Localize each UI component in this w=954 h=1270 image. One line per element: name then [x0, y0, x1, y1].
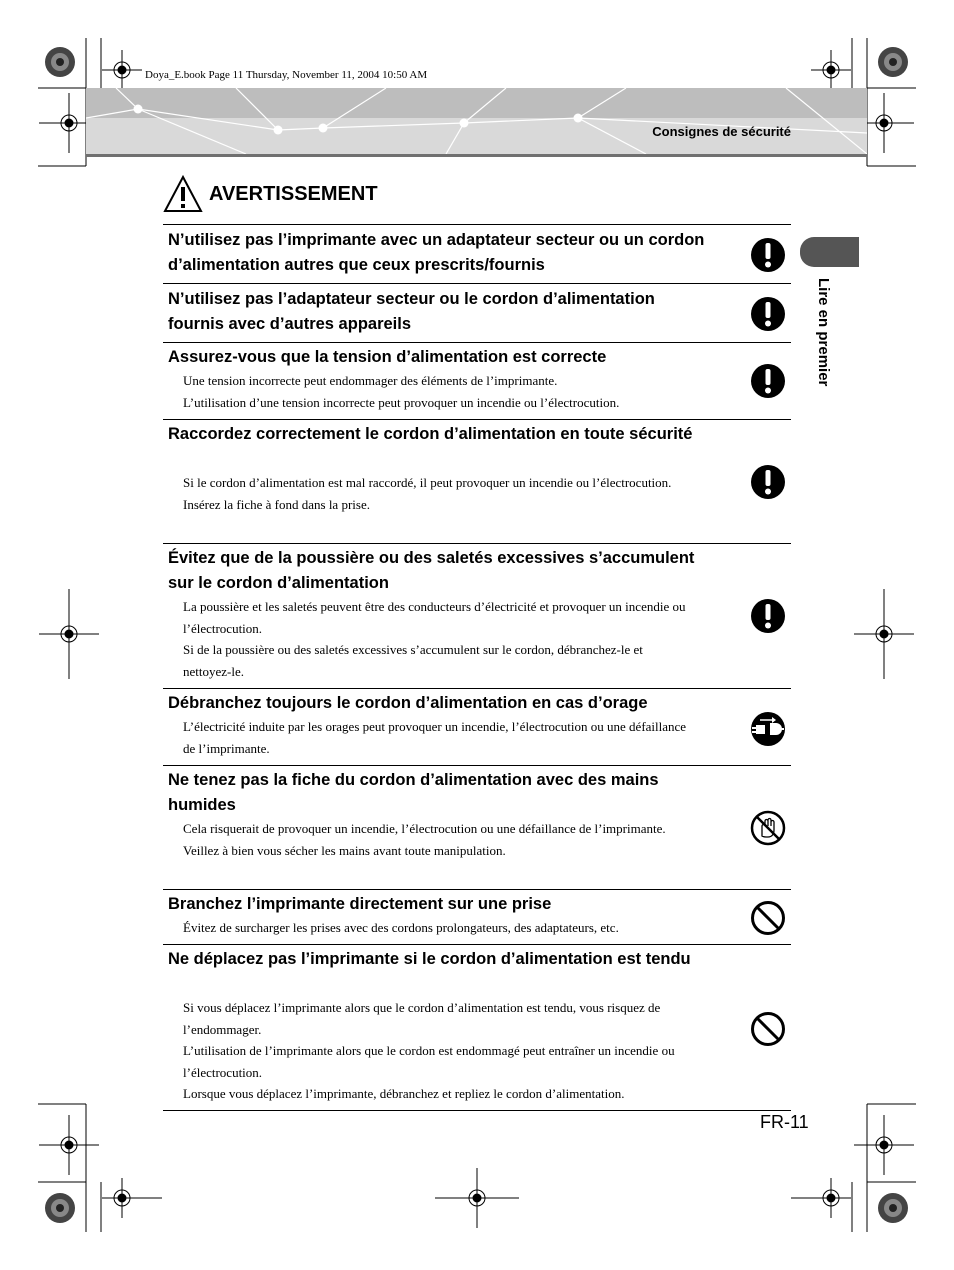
- warning-title: AVERTISSEMENT: [209, 182, 378, 205]
- header-banner: [86, 88, 867, 157]
- warning-item: [163, 224, 791, 283]
- item-text: L’électricité induite par les orages peut provoquer un incendie, l’électrocution ou une défaillance de l’imprimante.: [183, 719, 687, 756]
- warning-item: [163, 765, 791, 889]
- warning-item: [163, 342, 791, 419]
- item-title: Branchez l’imprimante directement sur une prise: [168, 895, 552, 913]
- chapter-tab-label: Lire en premier: [815, 278, 832, 387]
- no-wet-hands-icon: [750, 810, 786, 846]
- warning-item: [163, 419, 791, 543]
- prohibited-icon: [750, 900, 786, 936]
- warning-item: [163, 889, 791, 944]
- item-text: Si de la poussière ou des saletés excessives s’accumulent sur le cordon, débranchez-le et nettoyez-le.: [183, 642, 643, 679]
- item-text: Si vous déplacez l’imprimante alors que le cordon d’alimentation est tendu, vous risquez de l’endommager.: [183, 1000, 661, 1037]
- item-title: Ne déplacez pas l’imprimante si le cordon d’alimentation est tendu: [168, 950, 691, 968]
- item-body: [183, 716, 693, 759]
- item-text: Une tension incorrecte peut endommager des éléments de l’imprimante.: [183, 373, 558, 388]
- item-text: Insérez la fiche à fond dans la prise.: [183, 496, 370, 512]
- item-body: [183, 997, 693, 1105]
- item-title: Évitez que de la poussière ou des saletés excessives s’accumulent sur le cordon d’alimentation: [168, 549, 695, 592]
- item-body: [183, 370, 693, 413]
- prohibited-icon: [750, 1011, 786, 1047]
- item-text: Évitez de surcharger les prises avec des cordons prolongateurs, des adaptateurs, etc.: [183, 920, 619, 935]
- item-text: L’utilisation d’une tension incorrecte peut provoquer un incendie ou l’électrocution.: [183, 394, 620, 410]
- item-title: Raccordez correctement le cordon d’alimentation en toute sécurité: [168, 425, 693, 443]
- network-decoration: [86, 88, 867, 154]
- item-text: Cela risquerait de provoquer un incendie, l’électrocution ou une défaillance de l’imprimante.: [183, 821, 666, 836]
- item-text: Si le cordon d’alimentation est mal raccordé, il peut provoquer un incendie ou l’électrocution.: [183, 475, 672, 490]
- item-body: [183, 472, 693, 515]
- warning-item: [163, 944, 791, 1111]
- item-text: La poussière et les saletés peuvent être des conducteurs d’électricité et provoquer un incendie ou l’électrocution.: [183, 599, 686, 636]
- item-title: Débranchez toujours le cordon d’alimentation en cas d’orage: [168, 694, 648, 712]
- warning-item: [163, 283, 791, 342]
- item-text: Lorsque vous déplacez l’imprimante, débranchez et repliez le cordon d’alimentation.: [183, 1086, 625, 1101]
- warning-item: [163, 688, 791, 765]
- mandatory-icon: [750, 363, 786, 399]
- page-number: FR-11: [760, 1112, 809, 1132]
- warning-triangle-icon: [163, 175, 203, 213]
- item-title: Assurez-vous que la tension d’alimentation est correcte: [168, 348, 607, 366]
- item-body: [183, 596, 693, 682]
- item-title: N’utilisez pas l’adaptateur secteur ou le cordon d’alimentation fournis avec d’autres appareils: [168, 290, 655, 333]
- warning-list: [163, 224, 791, 1111]
- item-title: N’utilisez pas l’imprimante avec un adaptateur secteur ou un cordon d’alimentation autres que ceux prescrits/fournis: [168, 231, 705, 274]
- item-text: Veillez à bien vous sécher les mains avant toute manipulation.: [183, 842, 506, 858]
- mandatory-icon: [750, 464, 786, 500]
- mandatory-icon: [750, 598, 786, 634]
- printer-slug-line: Doya_E.book Page 11 Thursday, November 11, 2004 10:50 AM: [145, 69, 428, 81]
- warning-heading: [163, 174, 378, 214]
- mandatory-icon: [750, 237, 786, 273]
- item-body: [183, 917, 693, 939]
- warning-item: [163, 543, 791, 688]
- item-title: Ne tenez pas la fiche du cordon d’alimentation avec des mains humides: [168, 771, 659, 814]
- chapter-tab: [800, 237, 859, 267]
- section-title: Consignes de sécurité: [652, 124, 791, 139]
- item-text: L’utilisation de l’imprimante alors que le cordon est endommagé peut entraîner un incendie ou l’électrocution.: [183, 1043, 675, 1080]
- mandatory-icon: [750, 296, 786, 332]
- item-body: [183, 818, 693, 861]
- unplug-icon: [750, 711, 786, 747]
